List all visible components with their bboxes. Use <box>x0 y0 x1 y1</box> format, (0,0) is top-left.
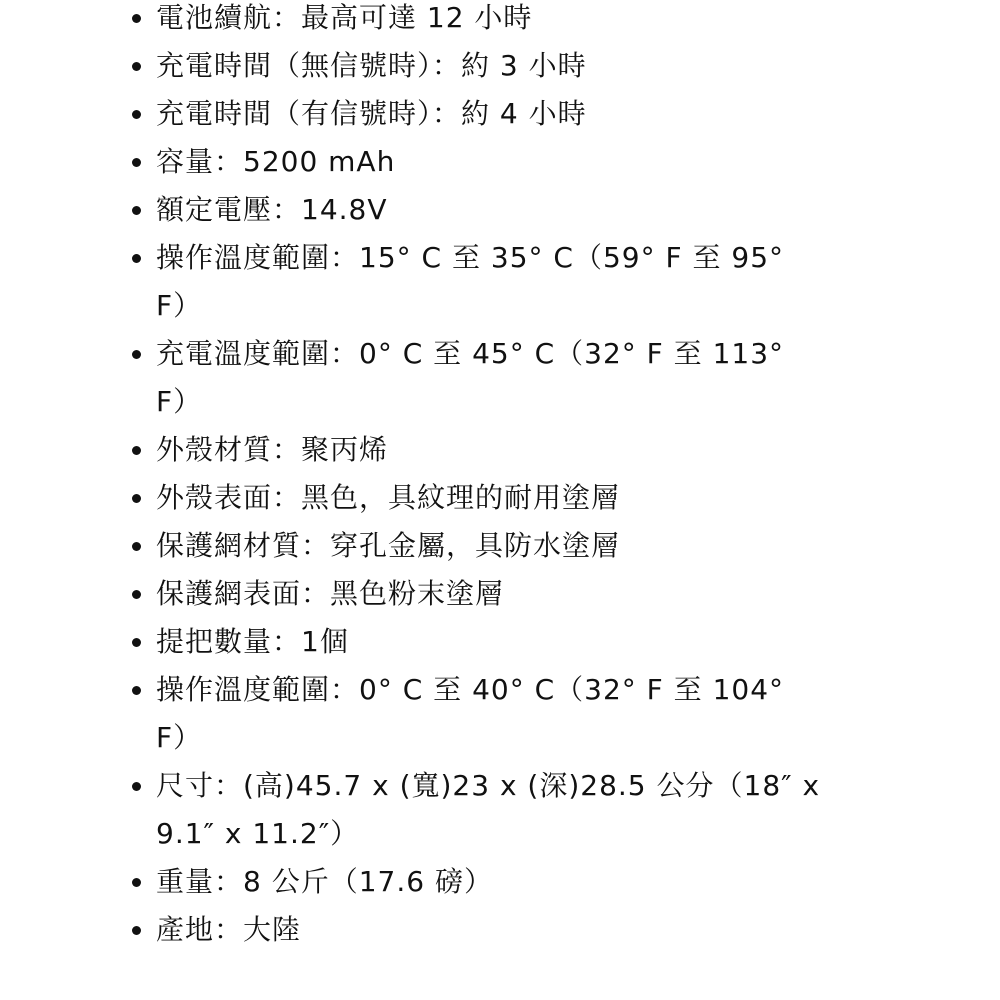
spec-text: 尺寸：(高)45.7 x (寬)23 x (深)28.5 公分（18″ x 9.1″ x 11.2″） <box>156 769 821 850</box>
spec-item-operating-temperature-2 <box>132 666 822 762</box>
bullet-icon <box>132 254 141 263</box>
spec-item-battery-life <box>132 0 822 42</box>
spec-item-charge-time-no-signal <box>132 42 822 90</box>
bullet-icon <box>132 446 141 455</box>
bullet-icon <box>132 62 141 71</box>
spec-text: 操作溫度範圍：0° C 至 40° C（32° F 至 104° F） <box>156 673 785 754</box>
bullet-icon <box>132 590 141 599</box>
spec-item-charging-temperature <box>132 330 822 426</box>
bullet-icon <box>132 638 141 647</box>
spec-item-handle-count <box>132 618 822 666</box>
spec-item-charge-time-signal <box>132 90 822 138</box>
bullet-icon <box>132 14 141 23</box>
bullet-icon <box>132 206 141 215</box>
spec-text: 操作溫度範圍：15° C 至 35° C（59° F 至 95° F） <box>156 241 785 322</box>
spec-list <box>132 0 822 954</box>
bullet-icon <box>132 782 141 791</box>
bullet-icon <box>132 350 141 359</box>
spec-item-grille-finish <box>132 570 822 618</box>
spec-item-housing-finish <box>132 474 822 522</box>
spec-text: 外殼表面：黑色，具紋理的耐用塗層 <box>156 481 621 514</box>
spec-item-operating-temperature <box>132 234 822 330</box>
spec-text: 重量：8 公斤（17.6 磅） <box>156 865 493 898</box>
bullet-icon <box>132 158 141 167</box>
spec-text: 提把數量：1個 <box>156 625 349 658</box>
spec-text: 保護網表面：黑色粉末塗層 <box>156 577 505 610</box>
spec-text: 額定電壓：14.8V <box>156 193 388 226</box>
spec-text: 充電時間（無信號時）：約 3 小時 <box>156 49 587 82</box>
spec-item-capacity <box>132 138 822 186</box>
bullet-icon <box>132 878 141 887</box>
spec-item-dimensions <box>132 762 822 858</box>
spec-text: 充電溫度範圍：0° C 至 45° C（32° F 至 113° F） <box>156 337 785 418</box>
spec-text: 容量：5200 mAh <box>156 145 396 178</box>
spec-item-housing-material <box>132 426 822 474</box>
bullet-icon <box>132 494 141 503</box>
spec-item-grille-material <box>132 522 822 570</box>
spec-text: 產地：大陸 <box>156 913 302 946</box>
spec-item-rated-voltage <box>132 186 822 234</box>
bullet-icon <box>132 926 141 935</box>
spec-item-origin <box>132 906 822 954</box>
bullet-icon <box>132 542 141 551</box>
spec-text: 保護網材質：穿孔金屬，具防水塗層 <box>156 529 621 562</box>
spec-text: 充電時間（有信號時）：約 4 小時 <box>156 97 587 130</box>
bullet-icon <box>132 686 141 695</box>
spec-text: 電池續航：最高可達 12 小時 <box>156 1 533 34</box>
spec-text: 外殼材質：聚丙烯 <box>156 433 389 466</box>
spec-item-weight <box>132 858 822 906</box>
bullet-icon <box>132 110 141 119</box>
